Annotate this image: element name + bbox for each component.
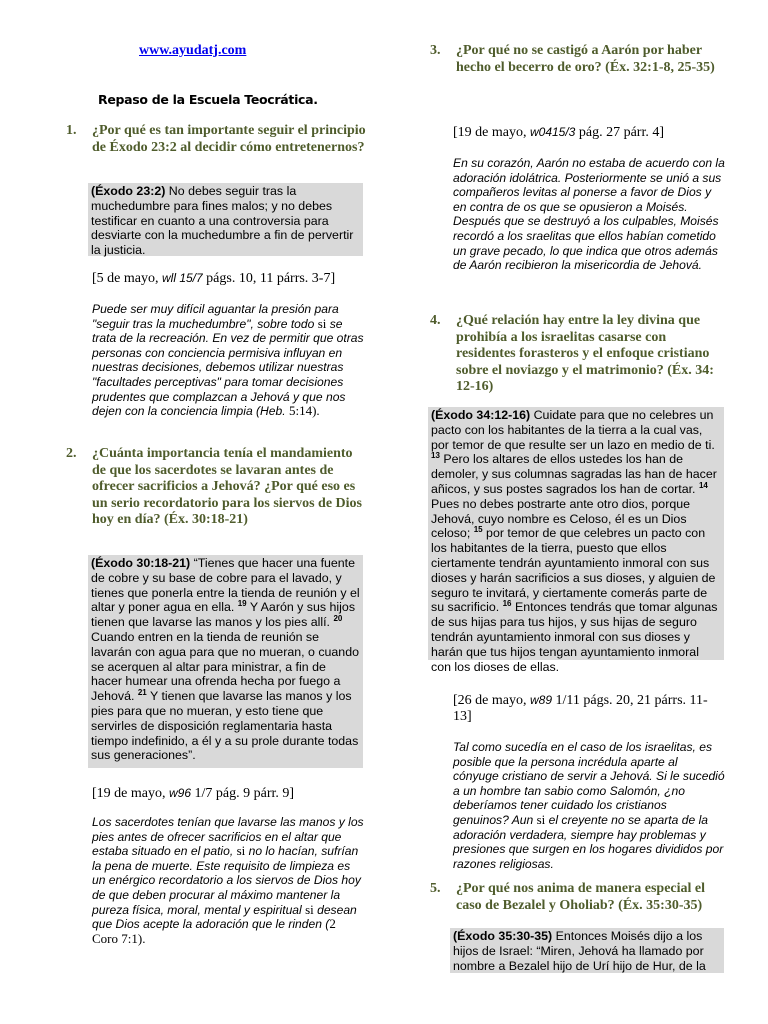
answer-q3: En su corazón, Aarón no estaba de acuerdo con la adoración idolátrica. Posteriormente se unió a sus compañeros levitas al ponerse a favor de Dios y en contra de os que se opusieron a Moisés. Después que se destruyó a los culpables, Moisés recordó a los sraelitas que ellos habían cometido un grave pecado, lo que indica que otros además de Aarón recibieron la misericordia de Jehová. <box>453 156 725 273</box>
question-2 <box>66 446 366 529</box>
scripture-reference: (Éxodo 23:2) <box>91 184 166 198</box>
answer-text-cont: el creyente no se aparta de la adoración verdadera, siempre hay problemas y presiones que surgen en los hogares divididos por razones religiosas. <box>453 812 724 871</box>
question-5 <box>430 881 724 914</box>
scripture-box-exodo-30-18-21 <box>88 555 363 768</box>
answer-text-cont: desean que Dios acepte la adoración que le rinden ( <box>92 902 357 932</box>
scripture-reference: (Éxodo 30:18-21) <box>91 556 191 570</box>
scripture-text: No debes seguir tras la muchedumbre para fines malos; y no debes testificar en cuanto a una controversia para desviarte con la muchedumbre a fin de pervertir la justicia. <box>91 184 354 258</box>
citation-date: [5 de mayo, <box>92 271 162 286</box>
question-number: 1. <box>66 123 77 138</box>
citation-date: [19 de mayo, <box>453 125 530 140</box>
scripture-text: Cuando entren en la tienda de reunión se lavarán con agua para que no mueran, o cuando se acerquen al altar para ministrar, a fin de hacer humear una ofrenda hecha por fuego a Jehová. <box>91 629 359 704</box>
answer-text-plain: si <box>536 811 546 827</box>
verse-number: 15 <box>473 525 483 535</box>
question-number: 2. <box>66 446 77 461</box>
answer-text-plain: si <box>236 843 246 859</box>
citation-q3 <box>453 124 723 141</box>
publication-ref: w0415/3 <box>529 125 576 139</box>
answer-text-cont: se trata de la recreación. En vez de permitir que otras personas con conciencia permisiva influyan en nuestras decisiones, debemos utilizar nuestras "facultades perceptivas" para tomar decisiones prudentes que complazcan a Jehová y que nos dejen con la conciencia limpia (Heb. <box>92 316 364 419</box>
scripture-text: Y tienen que lavarse las manos y los pies para que no mueran, y esto tiene que servirles de disposición reglamentaria hasta tiempo indefinido, a él y a su prole durante todas sus generaciones”. <box>91 689 359 763</box>
answer-q4 <box>453 740 725 871</box>
citation-pages: 1/7 pág. 9 párr. 9] <box>191 786 295 801</box>
question-text: ¿Por qué nos anima de manera especial el caso de Bezalel y Oholiab? (Éx. 35:30-35) <box>456 881 706 913</box>
answer-text-cont: no lo hacían, sufrían la pena de muerte. Este requisito de limpieza es un enérgico recordatorio a los siervos de Dios hoy de que deben procurar al máximo mantener la pureza física, moral, mental y espiritual <box>92 844 361 917</box>
scripture-text: por temor de que celebres un pacto con los habitantes de la tierra, puesto que ellos ciertamente tendrán ayuntamiento inmoral con sus dioses y harán sacrificios a sus dioses, y alguien de seguro te invitará, y ciertamente comerás parte de su sacrificio. <box>431 526 716 615</box>
question-3 <box>430 43 724 76</box>
verse-number: 19 <box>237 599 247 609</box>
question-1 <box>66 123 366 156</box>
question-text: ¿Qué relación hay entre la ley divina que prohibía a los israelitas casarse con residentes forasteros y el enfoque cristiano sobre el noviazgo y el matrimonio? (Éx. 34: 12-16) <box>456 313 714 394</box>
scripture-text: Entonces tendrás que tomar algunas de sus hijas para tus hijos, y sus hijas de seguro tendrán ayuntamiento inmoral con sus dioses y harán que tus hijos tengan ayuntamiento inmoral con los dioses de ellas. <box>431 600 718 674</box>
scripture-box-exodo-35-30-35 <box>450 928 724 973</box>
answer-q2 <box>92 815 364 946</box>
scripture-text: Y Aarón y sus hijos tienen que lavarse las manos y los pies allí. <box>91 600 356 630</box>
scripture-box-exodo-23-2 <box>88 183 363 256</box>
scripture-text: Entonces Moisés dijo a los hijos de Israel: “Miren, Jehová ha llamado por nombre a Bezalel hijo de Urí hijo de Hur, de la <box>453 929 706 973</box>
scripture-reference: (Éxodo 34:12-16) <box>431 408 531 422</box>
question-number: 4. <box>430 313 441 328</box>
question-text: ¿Por qué es tan importante seguir el principio de Éxodo 23:2 al decidir cómo entretenernos? <box>92 123 366 155</box>
citation-q2 <box>92 785 364 802</box>
question-number: 3. <box>430 43 441 58</box>
answer-text-plain: si <box>305 901 314 917</box>
verse-number: 21 <box>137 688 147 698</box>
scripture-box-exodo-34-12-16 <box>428 407 724 674</box>
publication-ref: w89 <box>529 693 552 707</box>
answer-text-plain: si <box>317 315 327 331</box>
citation-pages: pág. 27 párr. 4] <box>575 125 665 140</box>
scripture-text: Cuidate para que no celebres un pacto con los habitantes de la tierra a la cual vas, por temor de que resulte ser un lazo en medio de ti. <box>431 408 715 452</box>
scripture-text: “Tienes que hacer una fuente de cobre y su base de cobre para el lavado, y tienes que ponerla entre la tienda de reunión y el altar y poner agua en ella. <box>91 556 360 615</box>
answer-text: Los sacerdotes tenían que lavarse las manos y los pies antes de ofrecer sacrificios en el altar que estaba situado en el patio, <box>92 815 364 859</box>
scripture-text: Pues no debes postrarte ante otro dios, porque Jehová, cuyo nombre es Celoso, él es un Dios celoso; <box>431 496 690 541</box>
verse-number: 13 <box>431 451 440 461</box>
question-text: ¿Cuánta importancia tenía el mandamiento de que los sacerdotes se lavaran antes de ofrecer sacrificios a Jehová? ¿Por qué eso es un serio recordatorio para los siervos de Dios hoy en día? (Éx. 30:18-21) <box>92 446 362 527</box>
citation-pages: págs. 10, 11 párrs. 3-7] <box>202 271 336 286</box>
answer-q1 <box>92 302 364 419</box>
scripture-text: Pero los altares de ellos ustedes los han de demoler, y sus columnas sagradas las han de hacer añicos, y sus postes sagrados los han de cortar. <box>431 452 717 496</box>
citation-date: [26 de mayo, <box>453 693 530 708</box>
publication-ref: wll 15/7 <box>161 271 203 285</box>
answer-text: Puede ser muy difícil aguantar la presión para "seguir tras la muchedumbre", sobre todo <box>92 302 339 331</box>
citation-date: [19 de mayo, <box>92 786 169 801</box>
citation-q4 <box>453 692 725 725</box>
citation-q1 <box>92 270 364 287</box>
answer-text: Tal como sucedía en el caso de los israelitas, es posible que la persona incrédula aparte al cónyuge cristiano de servir a Jehová. Si le sucedió a un hombre tan sabio como Salomón, ¿no deberíamos tener cuidado los cristianos genuinos? Aun <box>453 740 725 827</box>
scripture-reference: (Éxodo 35:30-35) <box>453 929 553 943</box>
publication-ref: w96 <box>168 786 191 800</box>
bible-reference: 5:14). <box>288 403 320 419</box>
verse-number: 16 <box>502 599 512 609</box>
review-title: Repaso de la Escuela Teocrática. <box>98 92 318 107</box>
site-link[interactable]: www.ayudatj.com <box>139 43 247 58</box>
citation-pages: 1/11 págs. 20, 21 párrs. 11-13] <box>453 693 708 724</box>
question-4 <box>430 313 724 396</box>
question-text: ¿Por qué no se castigó a Aarón por haber hecho el becerro de oro? (Éx. 32:1-8, 25-35) <box>456 43 715 75</box>
bible-reference: 2 Coro 7:1). <box>92 916 336 946</box>
verse-number: 20 <box>333 614 343 624</box>
question-number: 5. <box>430 881 441 896</box>
verse-number: 14 <box>698 480 708 490</box>
